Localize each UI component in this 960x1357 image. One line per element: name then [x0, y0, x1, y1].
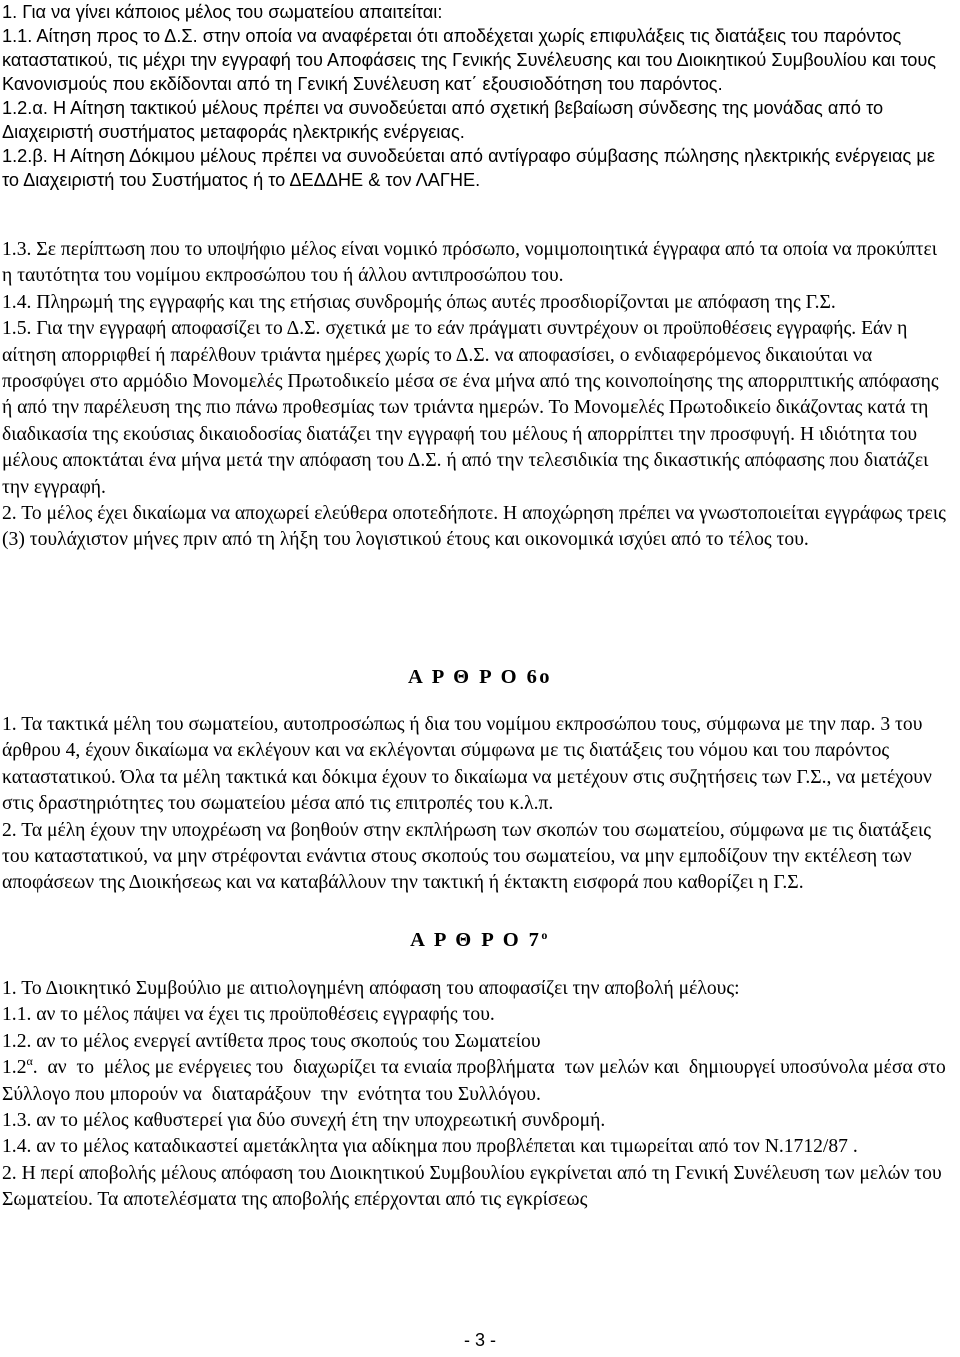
paragraph-1: 1. Για να γίνει κάποιος μέλος του σωματείου απαιτείται:: [2, 2, 443, 22]
article-7-heading-text: Α Ρ Θ Ρ Ο 7: [410, 929, 542, 951]
article-6-paragraph-1: 1. Τα τακτικά μέλη του σωματείου, αυτοπροσώπως ή δια του νομίμου εκπροσώπου τους, σύμφωνα με την παρ. 3 του άρθρου 4, έχουν δικαίωμα να εκλέγουν και να εκλέγονται σύμφωνα με τις διατάξεις του νόμου και του παρόντος καταστατικού. Όλα τα μέλη τακτικά και δόκιμα έχουν το δικαίωμα να μετέχουν στις συζητήσεις των Γ.Σ., να μετέχουν στις δραστηριότητες του σωματείου μέσα από τις επιτροπές του κ.λ.π.: [2, 714, 932, 815]
article-7-item-1-1: 1.1. αν το μέλος πάψει να έχει τις προϋποθέσεις εγγραφής του.: [2, 1004, 495, 1026]
paragraph-1-5: 1.5. Για την εγγραφή αποφασίζει το Δ.Σ. σχετικά με το εάν πράγματι συντρέχουν οι προϋποθέσεις εγγραφής. Εάν η αίτηση απορριφθεί ή παρέλθουν τριάντα ημέρες χωρίς το Δ.Σ. να αποφασίσει, ο ενδιαφερόμενος δικαιούται να προσφύγει στο αρμόδιο Μονομελές Πρωτοδικείο μέσα σε ένα μήνα από της κοινοποίησης της απορριπτικής απόφασης ή από την παρέλευση της πιο πάνω προθεσμίας των τριάντα ημερών. Το Μονομελές Πρωτοδικείο δικάζοντας κατά τη διαδικασία της εκούσιας δικαιοδοσίας διατάζει την εγγραφή του μέλους ή απορρίπτει την προσφυγή. Η ιδιότητα του μέλους αποκτάται ένα μήνα μετά την απόφαση του Δ.Σ. ή από την τελεσιδικία της δικαστικής απόφασης που διατάζει την εγγραφή.: [2, 318, 939, 498]
article-7-item-1-2a: [2, 1055, 952, 1108]
item-1-2a-text: . αν το μέλος με ενέργειες του διαχωρίζει τα ενιαία προβλήματα των μελών και δημιουργεί υποσύνολα μέσα στο Σύλλογο που μπορούν να διαταράξουν την ενότητα του Συλλόγου.: [2, 1057, 951, 1105]
paragraph-1-1: 1.1. Αίτηση προς το Δ.Σ. στην οποία να αναφέρεται ότι αποδέχεται χωρίς επιφυλάξεις τις διατάξεις του παρόντος καταστατικού, τις μέχρι την εγγραφή του Αποφάσεις της Γενικής Συνέλευσης και του Διοικητικού Συμβουλίου και τους Κανονισμούς που εκδίδονται από τη Γενική Συνέλευση κατ΄ εξουσιοδότηση του παρόντος.: [2, 26, 937, 94]
paragraph-1-2-a: 1.2.α. Η Αίτηση τακτικού μέλους πρέπει να συνοδεύεται από σχετική βεβαίωση σύνδεσης της μονάδας από το Διαχειριστή συστήματος μεταφοράς ηλεκτρικής ενέργειας.: [2, 98, 884, 142]
item-1-2a-superscript: α: [26, 1054, 33, 1069]
article-6-body: [2, 712, 952, 897]
registration-procedure-block: [2, 237, 952, 554]
paragraph-1-2-b: 1.2.β. Η Αίτηση Δόκιμου μέλους πρέπει να συνοδεύεται από αντίγραφο σύμβασης πώλησης ηλεκτρικής ενέργειας με το Διαχειριστή του Συστήματος ή το ΔΕΔΔΗΕ & τον ΛΑΓΗΕ.: [2, 146, 935, 190]
membership-requirements-block: [2, 0, 952, 192]
article-7-body: [2, 976, 952, 1214]
article-7-item-1-4: 1.4. αν το μέλος καταδικαστεί αμετάκλητα για αδίκημα που προβλέπεται και τιμωρείται από τον Ν.1712/87 .: [2, 1136, 858, 1158]
article-7-item-1-3: 1.3. αν το μέλος καθυστερεί για δύο συνεχή έτη την υποχρεωτική συνδρομή.: [2, 1110, 606, 1132]
article-6-heading: Α Ρ Θ Ρ Ο 6ο: [408, 666, 552, 688]
paragraph-2-withdrawal: 2. Το μέλος έχει δικαίωμα να αποχωρεί ελεύθερα οποτεδήποτε. Η αποχώρηση πρέπει να γνωστοποιείται εγγράφως τρεις (3) τουλάχιστον μήνες πριν από τη λήξη του λογιστικού έτους και οικονομικά ισχύει από το τέλος του.: [2, 503, 946, 551]
article-7-heading: [0, 927, 960, 953]
item-1-2a-number: 1.2: [2, 1057, 27, 1079]
page-number: - 3 -: [463, 1330, 496, 1350]
paragraph-1-4: 1.4. Πληρωμή της εγγραφής και της ετήσιας συνδρομής όπως αυτές προσδιορίζονται με απόφαση της Γ.Σ.: [2, 291, 836, 313]
paragraph-1-3: 1.3. Σε περίπτωση που το υποψήφιο μέλος είναι νομικό πρόσωπο, νομιμοποιητικά έγγραφα από τα οποία να προκύπτει η ταυτότητα του νομίμου εκπροσώπου του ή άλλου αντιπροσώπου του.: [2, 239, 938, 287]
article-7-heading-superscript: ο: [541, 928, 550, 942]
article-6-paragraph-2: 2. Τα μέλη έχουν την υποχρέωση να βοηθούν στην εκπλήρωση των σκοπών του σωματείου, σύμφωνα με τις διατάξεις του καταστατικού, να μην στρέφονται ενάντια στους σκοπούς του σωματείου, να μην εμποδίζουν την εκτέλεση των αποφάσεων της Διοικήσεως και να καταβάλλουν την τακτική ή έκτακτη εισφορά που καθορίζει η Γ.Σ.: [2, 819, 931, 894]
article-7-item-2: 2. Η περί αποβολής μέλους απόφαση του Διοικητικού Συμβουλίου εγκρίνεται από τη Γενική Συνέλευση των μελών του Σωματείου. Τα αποτελέσματα της αποβολής επέρχονται από τις εγκρίσεως: [2, 1162, 942, 1211]
article-7-intro: 1. Το Διοικητικό Συμβούλιο με αιτιολογημένη απόφαση του αποφασίζει την αποβολή μέλους:: [2, 978, 740, 999]
article-7-item-1-2: 1.2. αν το μέλος ενεργεί αντίθετα προς τους σκοπούς του Σωματείου: [2, 1030, 541, 1052]
